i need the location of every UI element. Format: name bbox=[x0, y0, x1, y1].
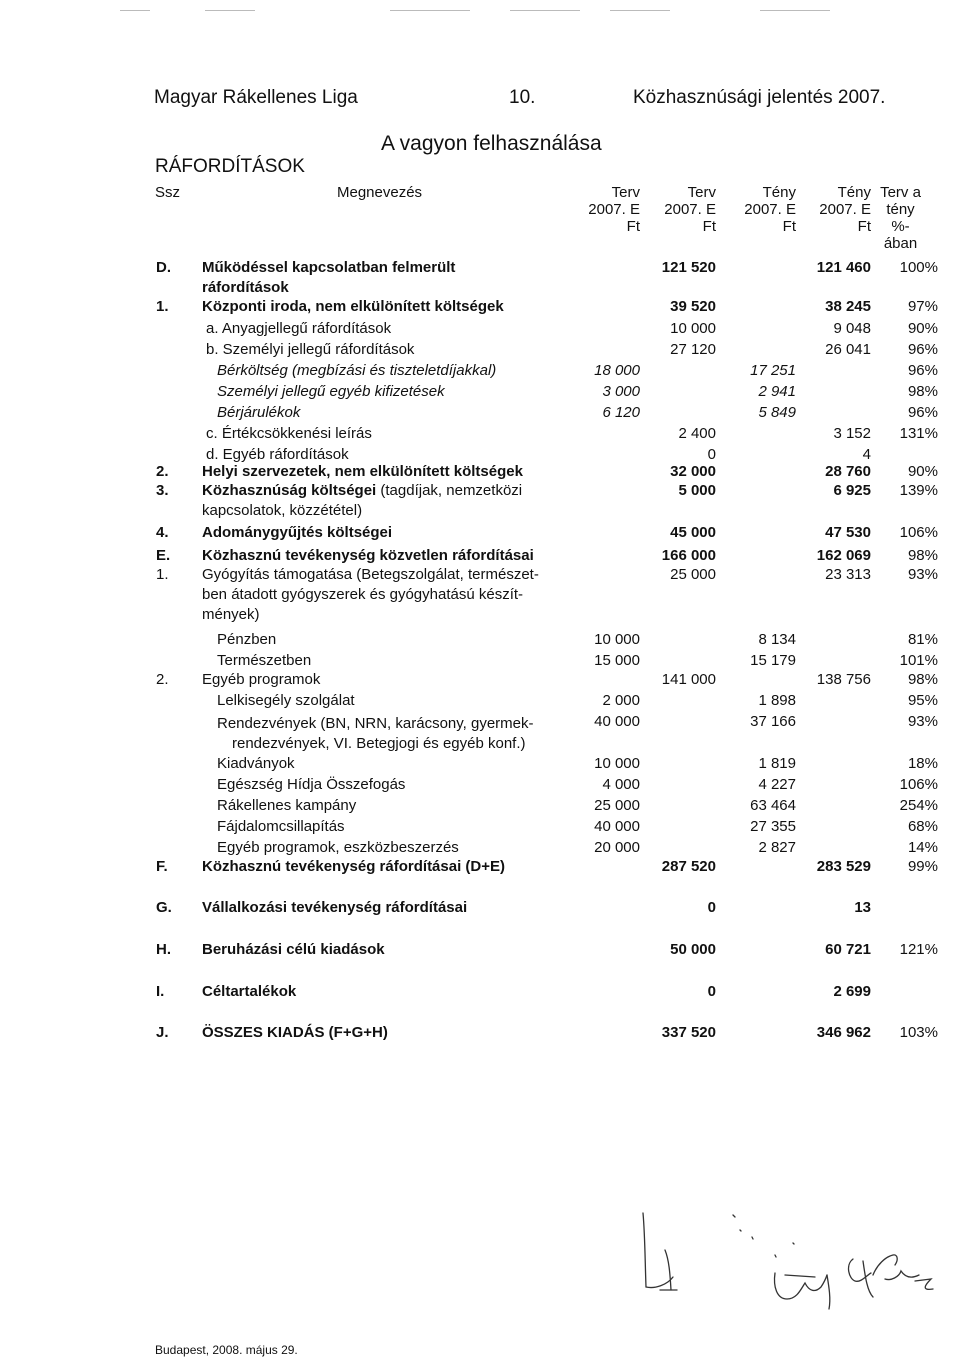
table-row: a. Anyagjellegű ráfordítások 10 000 9 048 90% bbox=[206, 320, 938, 337]
signature-image bbox=[615, 1195, 955, 1320]
table-row: H. Beruházási célú kiadások 50 000 60 721 121% bbox=[156, 941, 938, 958]
scan-mark bbox=[120, 10, 150, 11]
table-row: Bérjárulékok 6 120 5 849 96% bbox=[217, 404, 938, 421]
col-ssz: Ssz bbox=[155, 184, 181, 201]
table-row: 1. Központi iroda, nem elkülönített költségek 39 520 38 245 97% bbox=[156, 298, 938, 315]
table-row: Egyéb programok, eszközbeszerzés 20 000 2 827 14% bbox=[217, 839, 938, 856]
table-row: Pénzben 10 000 8 134 81% bbox=[217, 631, 938, 648]
table-row: Rákellenes kampány 25 000 63 464 254% bbox=[217, 797, 938, 814]
table-row: d. Egyéb ráfordítások 0 4 bbox=[206, 446, 871, 463]
scan-mark bbox=[205, 10, 255, 11]
table-row: J. ÖSSZES KIADÁS (F+G+H) 337 520 346 962 103% bbox=[156, 1024, 938, 1041]
table-row: Lelkisegély szolgálat 2 000 1 898 95% bbox=[217, 692, 938, 709]
col-terv-1: Terv 2007. E Ft bbox=[588, 184, 640, 235]
org-name: Magyar Rákellenes Liga bbox=[154, 87, 358, 108]
table-row: F. Közhasznú tevékenység ráfordításai (D+E) 287 520 283 529 99% bbox=[156, 858, 938, 875]
table-row: Természetben 15 000 15 179 101% bbox=[217, 652, 938, 669]
table-row: E. Közhasznú tevékenység közvetlen ráfordításai 166 000 162 069 98% bbox=[156, 547, 938, 564]
table-row: G. Vállalkozási tevékenység ráfordításai 0 13 bbox=[156, 899, 871, 916]
table-row: Kiadványok 10 000 1 819 18% bbox=[217, 755, 938, 772]
table-row: I. Céltartalékok 0 2 699 bbox=[156, 983, 871, 1000]
table-row: Fájdalomcsillapítás 40 000 27 355 68% bbox=[217, 818, 938, 835]
scan-mark bbox=[760, 10, 830, 11]
page-title: A vagyon felhasználása bbox=[381, 132, 602, 155]
table-row: 2. Egyéb programok 141 000 138 756 98% bbox=[156, 671, 938, 688]
table-row: D. Működéssel kapcsolatban felmerült ráfordítások 121 520 121 460 100% bbox=[156, 259, 938, 296]
section-title: RÁFORDÍTÁSOK bbox=[155, 156, 305, 177]
col-terv-2: Terv 2007. E Ft bbox=[664, 184, 716, 235]
col-name: Megnevezés bbox=[337, 184, 423, 201]
col-pct: Terv a tény %- ában bbox=[880, 184, 921, 252]
table-row: Személyi jellegű egyéb kifizetések 3 000 2 941 98% bbox=[217, 383, 938, 400]
table-row: 3. Közhasznúság költségei (tagdíjak, nemzetközi kapcsolatok, közzététel) 5 000 6 925 139% bbox=[156, 482, 938, 519]
table-row: 4. Adománygyűjtés költségei 45 000 47 530 106% bbox=[156, 524, 938, 541]
report-title: Közhasznúsági jelentés 2007. bbox=[633, 87, 886, 108]
table-row: 1. Gyógyítás támogatása (Betegszolgálat, természet- ben átadott gyógyszerek és gyógyhatású készít- mények) 25 000 23 313 93% bbox=[156, 566, 938, 623]
table-row: b. Személyi jellegű ráfordítások 27 120 26 041 96% bbox=[206, 341, 938, 358]
table-row: Egészség Hídja Összefogás 4 000 4 227 106% bbox=[217, 776, 938, 793]
scan-mark bbox=[390, 10, 470, 11]
table-row: Rendezvények (BN, NRN, karácsony, gyermek- rendezvények, VI. Betegjogi és egyéb konf.) 40 000 37 166 93% bbox=[217, 713, 938, 752]
col-teny-2: Tény 2007. E Ft bbox=[819, 184, 871, 235]
table-row: Bérköltség (megbízási és tiszteletdíjakkal) 18 000 17 251 96% bbox=[217, 362, 938, 379]
page-number: 10. bbox=[509, 87, 536, 108]
col-teny-1: Tény 2007. E Ft bbox=[744, 184, 796, 235]
scan-mark bbox=[510, 10, 580, 11]
scan-mark bbox=[610, 10, 670, 11]
table-row: c. Értékcsökkenési leírás 2 400 3 152 131% bbox=[206, 425, 938, 442]
table-row: 2. Helyi szervezetek, nem elkülönített költségek 32 000 28 760 90% bbox=[156, 463, 938, 480]
footer-date: Budapest, 2008. május 29. bbox=[155, 1343, 298, 1357]
